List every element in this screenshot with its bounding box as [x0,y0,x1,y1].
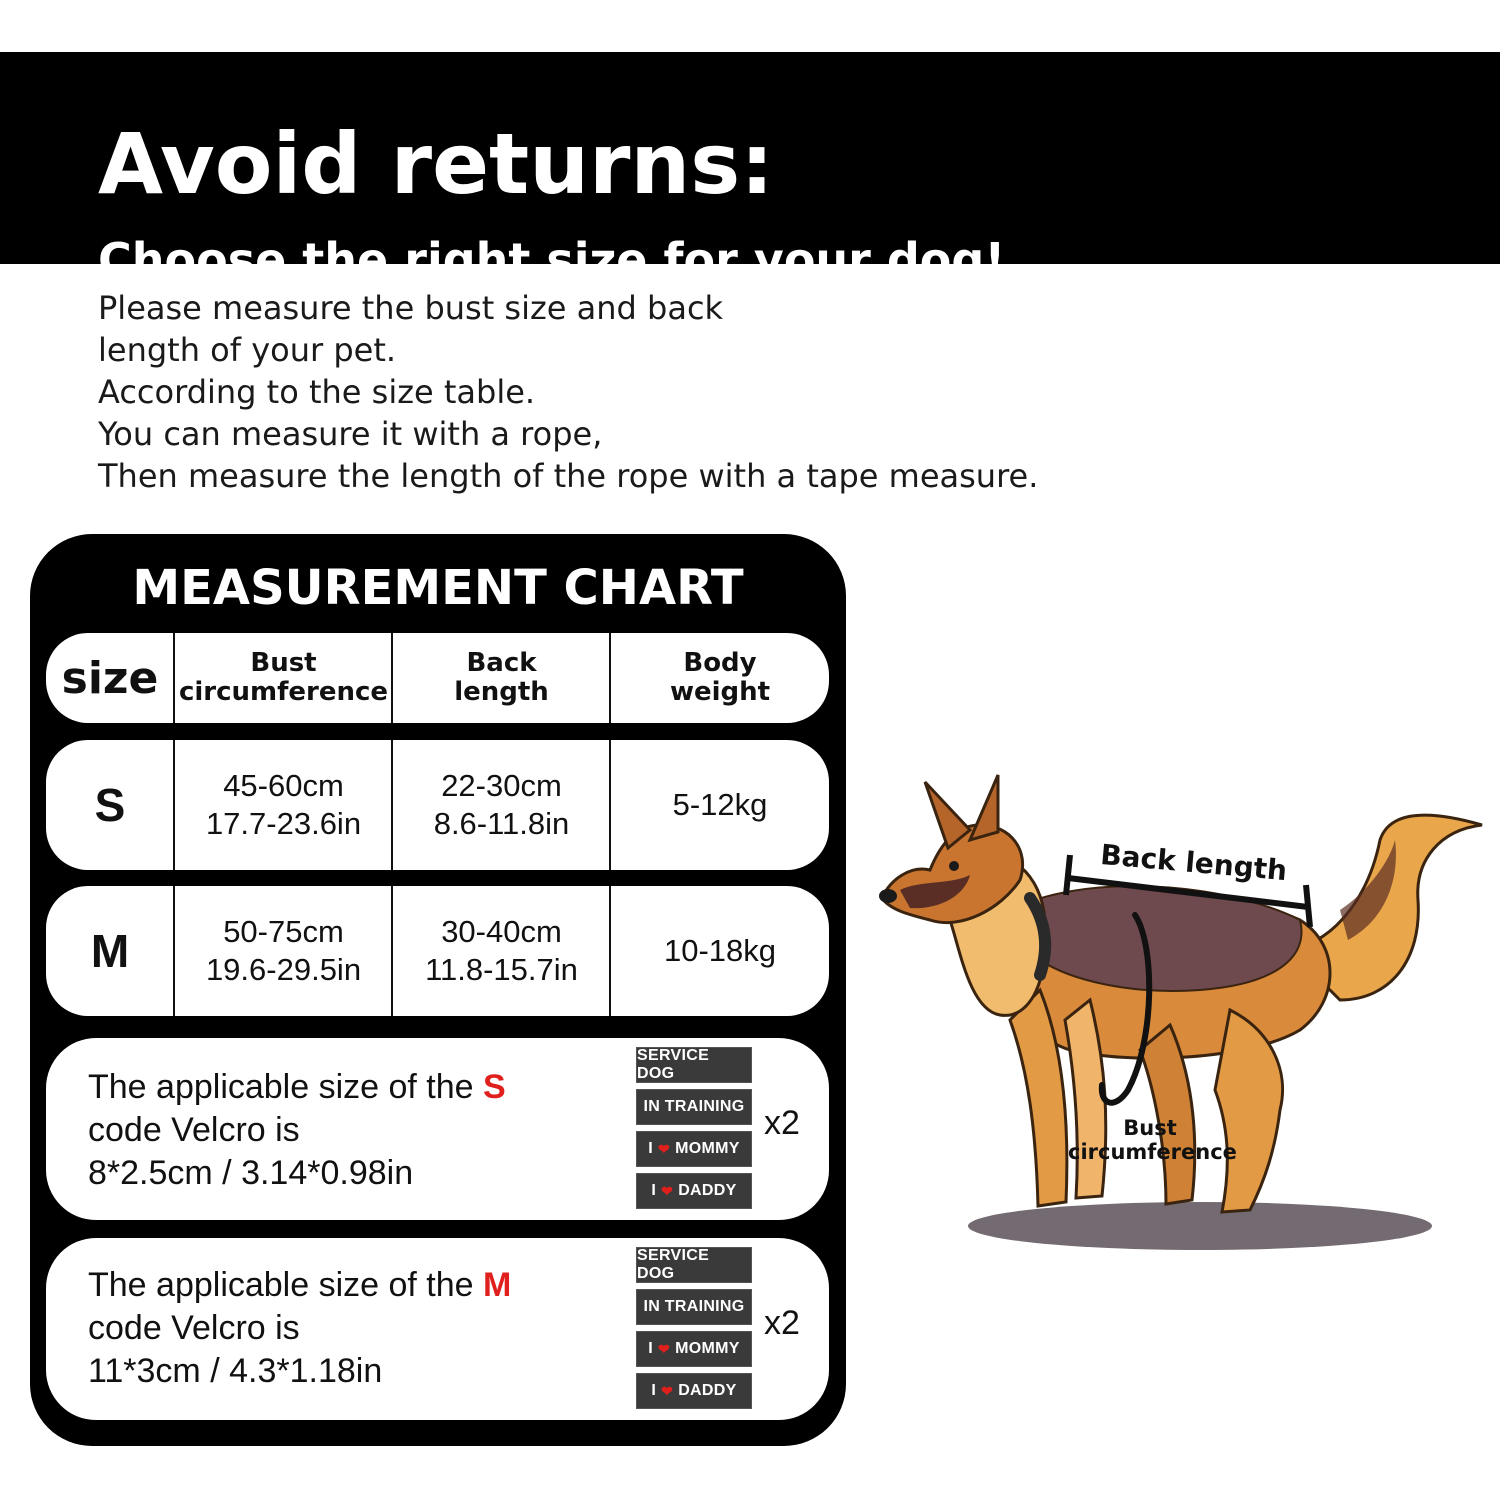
bust-cell: 45-60cm 17.7-23.6in [173,740,392,870]
velcro-info-s [46,1038,829,1220]
patch-i-love-mommy: I ❤ MOMMY [636,1131,752,1167]
patch-in-training: IN TRAINING [636,1089,752,1125]
patch-i-love-daddy: I ❤ DADDY [636,1373,752,1409]
back-cell: 30-40cm 11.8-15.7in [391,886,610,1016]
heart-icon: ❤ [658,1140,671,1157]
patch-i-love-daddy: I ❤ DADDY [636,1173,752,1209]
header-bust: Bust circumference [173,633,392,723]
header-banner [0,52,1500,287]
instruction-line: According to the size table. [98,373,536,411]
size-cell: M [90,925,130,977]
weight-cell: 10-18kg [609,886,829,1016]
chart-title: MEASUREMENT CHART [132,560,744,616]
dog-illustration [870,770,1490,1260]
ground-shadow [968,1202,1432,1250]
patch-service-dog: SERVICE DOG [636,1047,752,1083]
heart-icon: ❤ [661,1382,674,1399]
velcro-text: The applicable size of the M code Velcro is 11*3cm / 4.3*1.18in [88,1266,512,1390]
header-back: Back length [391,633,610,723]
page-title: Avoid returns: [98,115,774,213]
quantity-label: x2 [764,1304,800,1342]
back-length-label: Back length [1099,838,1289,888]
patch-service-dog: SERVICE DOG [636,1247,752,1283]
table-row [46,886,829,1016]
header-weight: Body weight [609,633,829,723]
instruction-line: Please measure the bust size and back [98,289,724,327]
header-size: size [61,652,159,704]
heart-icon: ❤ [661,1182,674,1199]
velcro-text: The applicable size of the S code Velcro is 8*2.5cm / 3.14*0.98in [88,1068,506,1192]
patch-i-love-mommy: I ❤ MOMMY [636,1331,752,1367]
heart-icon: ❤ [658,1340,671,1357]
bust-circumference-label: Bust circumference [1068,1116,1237,1164]
instructions [98,287,1098,497]
dog-eye [949,861,959,871]
bust-cell: 50-75cm 19.6-29.5in [173,886,392,1016]
size-cell: S [94,779,126,831]
back-cell: 22-30cm 8.6-11.8in [391,740,610,870]
patch-in-training: IN TRAINING [636,1289,752,1325]
instruction-line: Then measure the length of the rope with a tape measure. [98,457,1039,495]
quantity-label: x2 [764,1104,800,1142]
table-header-row [46,633,829,723]
velcro-info-m [46,1238,829,1420]
weight-cell: 5-12kg [609,740,829,870]
dog-nose [879,889,897,903]
instruction-line: You can measure it with a rope, [98,415,603,453]
dog-ear [970,775,998,840]
page-subtitle: Choose the right size for your dog! [98,233,1006,287]
table-row [46,740,829,870]
instruction-line: length of your pet. [98,331,397,369]
